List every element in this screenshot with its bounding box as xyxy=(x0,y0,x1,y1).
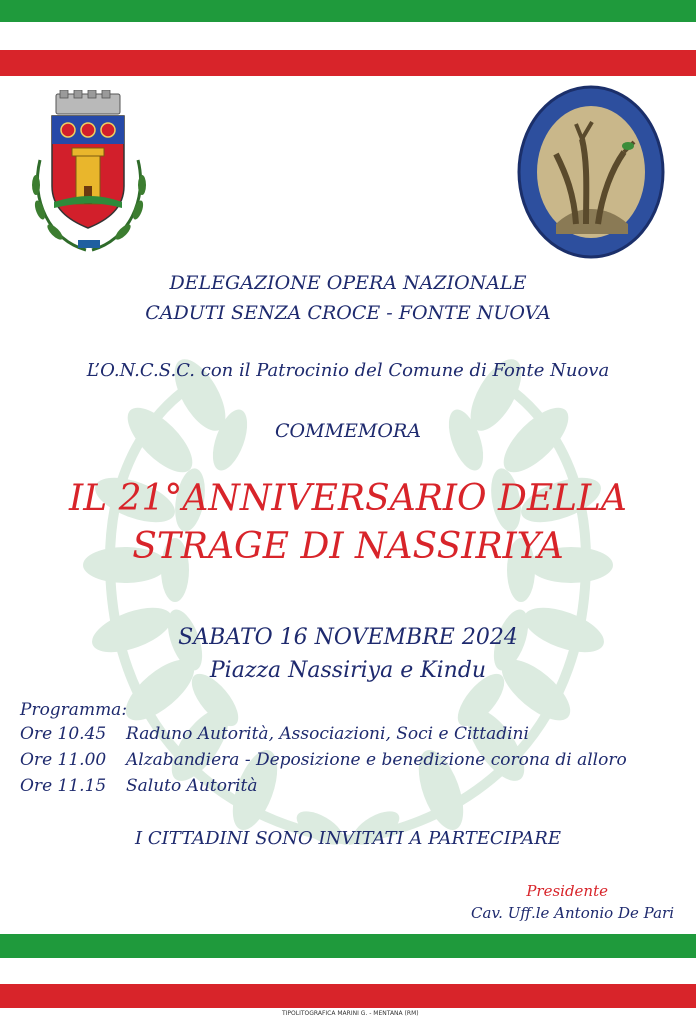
program-item xyxy=(20,750,627,770)
signature-name: Cav. Uff.le Antonio De Pari xyxy=(471,904,674,922)
signature-role: Presidente xyxy=(526,882,608,900)
program-time: Ore 10.45 xyxy=(20,724,107,744)
event-date: SABATO 16 NOVEMBRE 2024 xyxy=(178,625,518,650)
program-heading: Programma: xyxy=(20,700,128,720)
commemora-text: COMMEMORA xyxy=(275,420,421,442)
program-text: Raduno Autorità, Associazioni, Soci e Cittadini xyxy=(126,724,529,744)
header-line2: CADUTI SENZA CROCE - FONTE NUOVA xyxy=(145,302,551,324)
municipal-coat-of-arms-icon xyxy=(20,90,160,260)
program-time: Ore 11.00 xyxy=(20,750,107,770)
patronage-text: L’O.N.C.S.C. con il Patrocinio del Comune di Fonte Nuova xyxy=(86,360,610,381)
invitation-text: I CITTADINI SONO INVITATI A PARTECIPARE xyxy=(135,828,561,849)
bottom-red-band xyxy=(0,984,696,1008)
program-item xyxy=(20,724,529,744)
printer-credit: TIPOLITOGRAFICA MARINI G. - MENTANA (RM) xyxy=(282,1010,419,1017)
header-line1: DELEGAZIONE OPERA NAZIONALE xyxy=(169,272,527,294)
program-item xyxy=(20,776,257,796)
bottom-green-band xyxy=(0,934,696,958)
program-text: Saluto Autorità xyxy=(126,776,258,796)
title-line2: STRAGE DI NASSIRIYA xyxy=(132,526,564,567)
program-time: Ore 11.15 xyxy=(20,776,107,796)
event-place: Piazza Nassiriya e Kindu xyxy=(209,658,487,683)
oncsc-emblem-icon xyxy=(516,84,666,260)
program-text: Alzabandiera - Deposizione e benedizione corona di alloro xyxy=(126,750,627,770)
title-line1: IL 21°ANNIVERSARIO DELLA xyxy=(69,478,627,519)
